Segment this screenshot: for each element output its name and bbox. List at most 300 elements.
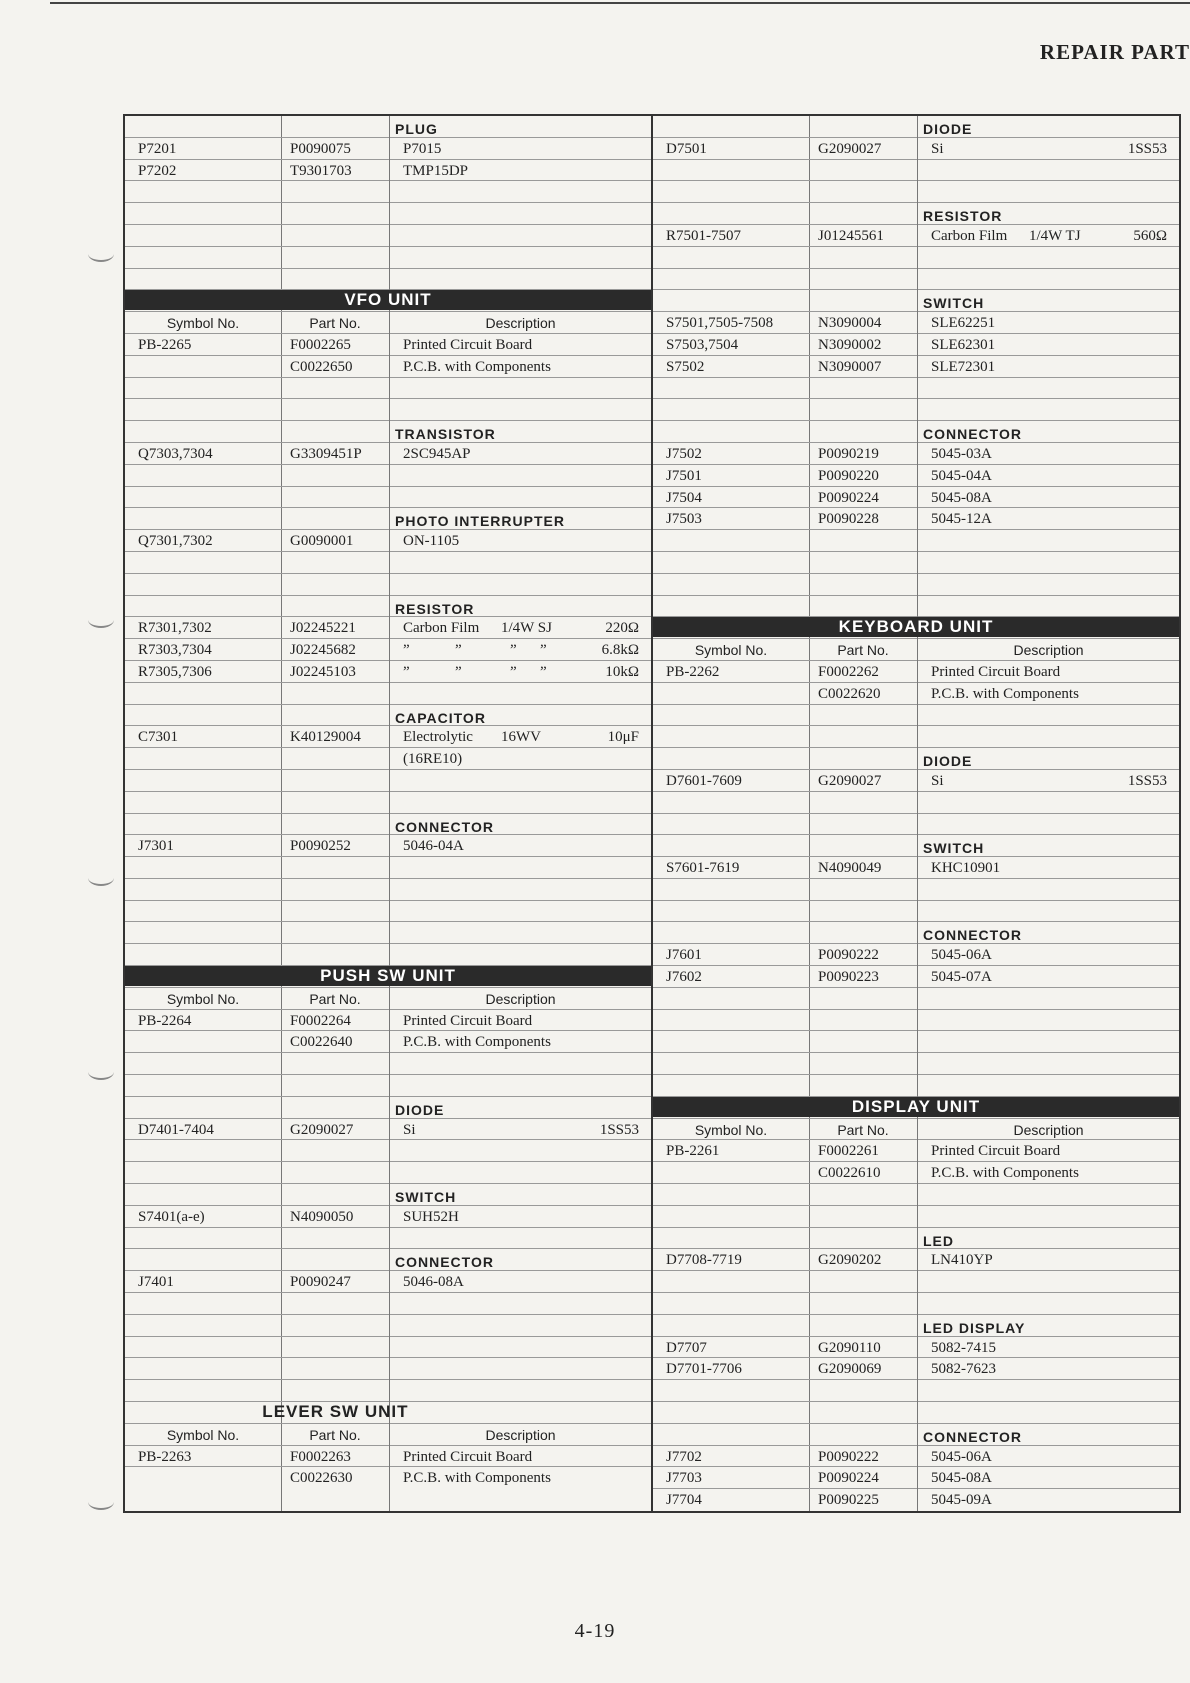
symbol-no: R7305,7306 [138, 663, 212, 680]
column-header-description: Description [485, 315, 556, 332]
table-row [125, 770, 651, 792]
category-heading: CONNECTOR [395, 818, 494, 835]
part-no: C0022620 [818, 685, 881, 702]
symbol-no: P7201 [138, 140, 177, 157]
part-no: C0022610 [818, 1165, 881, 1182]
description: Printed Circuit Board [403, 1012, 533, 1029]
part-no: T9301703 [290, 162, 352, 179]
table-row [125, 1097, 651, 1119]
table-row [653, 487, 1179, 509]
table-row [653, 1446, 1179, 1468]
part-no: G2090202 [818, 1252, 882, 1269]
description: 5046-08A [403, 1274, 464, 1291]
part-no: N3090007 [818, 358, 882, 375]
symbol-no: C7301 [138, 729, 179, 746]
category-heading: RESISTOR [923, 208, 1003, 225]
symbol-no: PB-2261 [666, 1143, 720, 1160]
table-row [125, 988, 651, 1010]
category-heading: CONNECTOR [923, 1428, 1022, 1445]
table-row [653, 1271, 1179, 1293]
column-header-part: Part No. [837, 642, 889, 659]
table-row [653, 1380, 1179, 1402]
category-heading: SWITCH [923, 840, 985, 857]
description-rating: 1/4W SJ [501, 620, 552, 637]
part-no: C0022630 [290, 1470, 353, 1487]
table-row [653, 683, 1179, 705]
table-row [125, 1402, 651, 1424]
table-row [125, 1075, 651, 1097]
table-row [653, 356, 1179, 378]
symbol-no: R7303,7304 [138, 642, 212, 659]
symbol-no: D7401-7404 [138, 1121, 214, 1138]
symbol-no: D7501 [666, 140, 707, 157]
symbol-no: J7501 [666, 467, 702, 484]
part-no: G2090069 [818, 1361, 882, 1378]
table-row [125, 1162, 651, 1184]
column-header-description: Description [1013, 642, 1084, 659]
description: TMP15DP [403, 162, 469, 179]
table-row [125, 1315, 651, 1337]
table-row [653, 1337, 1179, 1359]
table-row [125, 639, 651, 661]
table-row [653, 1031, 1179, 1053]
table-row [653, 574, 1179, 596]
description: ON-1105 [403, 533, 460, 550]
part-no: P0090228 [818, 511, 879, 528]
symbol-no: J7502 [666, 445, 702, 462]
part-no: P0090224 [818, 1470, 879, 1487]
category-heading: DIODE [923, 121, 973, 137]
top-rule [50, 2, 1190, 4]
table-row [125, 901, 651, 923]
part-no: G3309451P [290, 445, 362, 462]
part-no: C0022640 [290, 1034, 353, 1051]
category-heading: PLUG [395, 121, 438, 137]
symbol-no: PB-2262 [666, 663, 720, 680]
table-row [653, 1402, 1179, 1424]
description-ditto: ” [540, 663, 547, 680]
parts-column-left [125, 116, 653, 1511]
symbol-no: R7301,7302 [138, 620, 212, 637]
table-row [653, 1053, 1179, 1075]
description: P.C.B. with Components [931, 685, 1079, 702]
part-no: G2090110 [818, 1339, 881, 1356]
table-row [125, 1271, 651, 1293]
description: 5045-06A [931, 1448, 992, 1465]
table-row [653, 770, 1179, 792]
table-row [125, 1467, 651, 1489]
description: P.C.B. with Components [403, 1470, 551, 1487]
part-no: P0090225 [818, 1492, 879, 1509]
table-row [125, 1140, 651, 1162]
unit-title: VFO UNIT [344, 290, 432, 310]
table-row [125, 1293, 651, 1315]
page-number: 4-19 [574, 1620, 616, 1642]
part-no: C0022650 [290, 358, 353, 375]
table-row [125, 203, 651, 225]
table-row [125, 944, 651, 966]
description-rating: 1/4W TJ [1029, 227, 1081, 244]
table-row [125, 530, 651, 552]
table-row [125, 748, 651, 770]
description: Carbon Film [403, 620, 480, 637]
table-row [125, 879, 651, 901]
table-row [653, 1206, 1179, 1228]
symbol-no: J7702 [666, 1448, 702, 1465]
part-no: J02245682 [290, 642, 356, 659]
table-row [653, 879, 1179, 901]
part-no: P0090220 [818, 467, 879, 484]
table-row [125, 487, 651, 509]
description-ditto: ” [540, 642, 547, 659]
table-row [125, 1184, 651, 1206]
column-header-part: Part No. [837, 1121, 889, 1138]
table-row [125, 617, 651, 639]
table-row [125, 705, 651, 727]
part-no: F0002265 [290, 336, 351, 353]
part-no: G0090001 [290, 533, 354, 550]
unit-title: KEYBOARD UNIT [838, 617, 994, 637]
table-row [653, 290, 1179, 312]
description: Printed Circuit Board [931, 1143, 1061, 1160]
table-row [125, 1206, 651, 1228]
table-row [653, 596, 1179, 618]
part-no: P0090075 [290, 140, 351, 157]
part-no: F0002263 [290, 1448, 351, 1465]
table-row [653, 835, 1179, 857]
symbol-no: J7504 [666, 489, 702, 506]
binder-hole-mark [88, 612, 114, 628]
table-row [125, 596, 651, 618]
table-row [125, 160, 651, 182]
table-row [125, 334, 651, 356]
description: ” [403, 642, 410, 659]
table-row [653, 705, 1179, 727]
column-header-symbol: Symbol No. [166, 315, 240, 332]
column-header-description: Description [485, 1426, 556, 1443]
page-header: REPAIR PART [1039, 40, 1190, 64]
unit-title: PUSH SW UNIT [320, 966, 456, 986]
table-row [653, 814, 1179, 836]
table-row [653, 1097, 1179, 1119]
description-ditto: ” [455, 663, 462, 680]
table-row [653, 1315, 1179, 1337]
part-no: F0002262 [818, 663, 879, 680]
table-row [653, 378, 1179, 400]
table-row [653, 247, 1179, 269]
column-header-symbol: Symbol No. [694, 1121, 768, 1138]
table-row [653, 1424, 1179, 1446]
description: 5045-08A [931, 1470, 992, 1487]
part-no: F0002264 [290, 1012, 351, 1029]
description: 5045-09A [931, 1492, 992, 1509]
description: 5045-07A [931, 969, 992, 986]
unit-title-bar [125, 1402, 651, 1423]
description-ditto: ” [455, 642, 462, 659]
table-row [653, 988, 1179, 1010]
table-row [125, 138, 651, 160]
symbol-no: J7301 [138, 838, 174, 855]
part-no: G2090027 [818, 140, 882, 157]
symbol-no: D7701-7706 [666, 1361, 742, 1378]
symbol-no: D7601-7609 [666, 772, 742, 789]
category-heading: DIODE [923, 753, 973, 770]
table-row [653, 1228, 1179, 1250]
table-row [125, 1337, 651, 1359]
table-row [125, 1358, 651, 1380]
description: P.C.B. with Components [931, 1165, 1079, 1182]
table-row [653, 792, 1179, 814]
part-no: P0090223 [818, 969, 879, 986]
symbol-no: PB-2265 [138, 336, 192, 353]
category-heading: DIODE [395, 1101, 445, 1118]
table-row [653, 203, 1179, 225]
description: Si [403, 1121, 416, 1138]
table-row [125, 378, 651, 400]
symbol-no: PB-2264 [138, 1012, 192, 1029]
part-no: P0090222 [818, 947, 879, 964]
description: Electrolytic [403, 729, 473, 746]
description-value: 1SS53 [1127, 140, 1167, 157]
part-no: N3090004 [818, 315, 882, 332]
table-row [653, 225, 1179, 247]
description: SLE62301 [931, 336, 996, 353]
description-value: 220Ω [605, 620, 639, 637]
symbol-no: P7202 [138, 162, 177, 179]
description: Carbon Film [931, 227, 1008, 244]
table-row [125, 1228, 651, 1250]
part-no: F0002261 [818, 1143, 879, 1160]
table-row [653, 421, 1179, 443]
category-heading: CAPACITOR [395, 709, 486, 726]
description-value: 10μF [607, 729, 639, 746]
table-row [653, 1467, 1179, 1489]
category-heading: CONNECTOR [923, 426, 1022, 443]
table-row [125, 508, 651, 530]
description: Si [931, 772, 944, 789]
unit-title: LEVER SW UNIT [262, 1402, 409, 1422]
symbol-no: D7707 [666, 1339, 707, 1356]
table-row [125, 225, 651, 247]
unit-title-bar [125, 290, 651, 310]
binder-hole-mark [88, 246, 114, 262]
description: P7015 [403, 140, 442, 157]
part-no: P0090252 [290, 838, 351, 855]
category-heading: CONNECTOR [395, 1254, 494, 1271]
table-row [125, 181, 651, 203]
table-row [653, 966, 1179, 988]
table-row [125, 792, 651, 814]
symbol-no: J7503 [666, 511, 702, 528]
description-rating: ” [510, 663, 517, 680]
category-heading: CONNECTOR [923, 927, 1022, 944]
column-header-description: Description [1013, 1121, 1084, 1138]
table-row [125, 814, 651, 836]
table-row [125, 312, 651, 334]
table-row [653, 1162, 1179, 1184]
part-no: N4090050 [290, 1208, 354, 1225]
table-row [125, 1249, 651, 1271]
table-row [653, 661, 1179, 683]
symbol-no: PB-2263 [138, 1448, 192, 1465]
description-value: 10kΩ [605, 663, 639, 680]
part-no: P0090247 [290, 1274, 351, 1291]
category-heading: SWITCH [395, 1189, 457, 1206]
table-row [653, 857, 1179, 879]
table-row [125, 1380, 651, 1402]
column-header-symbol: Symbol No. [166, 1426, 240, 1443]
table-row [653, 334, 1179, 356]
table-row [125, 574, 651, 596]
table-row [653, 901, 1179, 923]
table-row [653, 726, 1179, 748]
table-row [125, 421, 651, 443]
table-row [125, 247, 651, 269]
symbol-no: Q7301,7302 [138, 533, 213, 550]
part-no: K40129004 [290, 729, 361, 746]
category-heading: RESISTOR [395, 600, 475, 617]
binder-hole-mark [88, 870, 114, 886]
unit-title-bar [653, 617, 1179, 637]
table-row [653, 1293, 1179, 1315]
table-row [653, 639, 1179, 661]
symbol-no: J7703 [666, 1470, 702, 1487]
table-row [125, 835, 651, 857]
parts-table [123, 114, 1181, 1513]
part-no: J01245561 [818, 227, 884, 244]
description: SLE72301 [931, 358, 996, 375]
table-row [653, 160, 1179, 182]
symbol-no: S7503,7504 [666, 336, 739, 353]
part-no: P0090224 [818, 489, 879, 506]
symbol-no: Q7303,7304 [138, 445, 213, 462]
table-row [125, 1446, 651, 1468]
part-no: J02245103 [290, 663, 356, 680]
description-value: 6.8kΩ [601, 642, 639, 659]
table-row [125, 443, 651, 465]
unit-title-bar [653, 1097, 1179, 1117]
description: 5082-7623 [931, 1361, 996, 1378]
column-header-part: Part No. [309, 315, 361, 332]
part-no: J02245221 [290, 620, 356, 637]
table-row [653, 138, 1179, 160]
table-row [653, 944, 1179, 966]
symbol-no: S7501,7505-7508 [666, 315, 774, 332]
column-header-part: Part No. [309, 990, 361, 1007]
description: 5045-04A [931, 467, 992, 484]
table-row [125, 922, 651, 944]
table-row [125, 726, 651, 748]
symbol-no: J7601 [666, 947, 702, 964]
unit-title: DISPLAY UNIT [851, 1096, 981, 1116]
table-row [653, 465, 1179, 487]
part-no: P0090219 [818, 445, 879, 462]
column-header-symbol: Symbol No. [166, 990, 240, 1007]
column-header-symbol: Symbol No. [694, 642, 768, 659]
description: SUH52H [403, 1208, 459, 1225]
description: Si [931, 140, 944, 157]
table-row [653, 1489, 1179, 1511]
table-row [653, 1184, 1179, 1206]
description: 5045-12A [931, 511, 992, 528]
part-no: G2090027 [290, 1121, 354, 1138]
table-row [653, 269, 1179, 291]
table-row [125, 661, 651, 683]
symbol-no: J7602 [666, 969, 702, 986]
table-row [653, 1249, 1179, 1271]
category-heading: SWITCH [923, 295, 985, 312]
part-no: G2090027 [818, 772, 882, 789]
table-row [653, 1010, 1179, 1032]
table-row [653, 617, 1179, 639]
table-row [125, 269, 651, 291]
part-no: N3090002 [818, 336, 882, 353]
description: 5045-08A [931, 489, 992, 506]
part-no: P0090222 [818, 1448, 879, 1465]
table-row [125, 399, 651, 421]
table-row [653, 1075, 1179, 1097]
binder-hole-mark [88, 1494, 114, 1510]
table-row [125, 116, 651, 138]
description: P.C.B. with Components [403, 1034, 551, 1051]
table-row [653, 1358, 1179, 1380]
part-no: N4090049 [818, 860, 882, 877]
description: LN410YP [931, 1252, 993, 1269]
unit-title-bar [125, 966, 651, 986]
description: Printed Circuit Board [403, 1448, 533, 1465]
binder-hole-mark [88, 1064, 114, 1080]
table-row [653, 181, 1179, 203]
column-header-part: Part No. [309, 1426, 361, 1443]
symbol-no: J7401 [138, 1274, 174, 1291]
description-value: 1SS53 [1127, 772, 1167, 789]
table-row [653, 530, 1179, 552]
table-row [653, 922, 1179, 944]
description: Printed Circuit Board [403, 336, 533, 353]
table-row [125, 1119, 651, 1141]
category-heading: LED DISPLAY [923, 1319, 1026, 1336]
description: 5045-03A [931, 445, 992, 462]
symbol-no: R7501-7507 [666, 227, 741, 244]
table-row [125, 1010, 651, 1032]
symbol-no: J7704 [666, 1492, 702, 1509]
description: 2SC945AP [403, 445, 471, 462]
table-row [653, 552, 1179, 574]
table-row [125, 683, 651, 705]
table-row [653, 443, 1179, 465]
description: ” [403, 663, 410, 680]
table-row [125, 290, 651, 312]
description: 5082-7415 [931, 1339, 996, 1356]
table-row [653, 312, 1179, 334]
table-row [653, 1140, 1179, 1162]
table-row [125, 1031, 651, 1053]
description: KHC10901 [931, 860, 1001, 877]
symbol-no: S7502 [666, 358, 705, 375]
table-row [653, 508, 1179, 530]
table-row [125, 1053, 651, 1075]
symbol-no: D7708-7719 [666, 1252, 742, 1269]
description-rating: 16WV [501, 729, 541, 746]
category-heading: PHOTO INTERRUPTER [395, 513, 565, 530]
description-rating: ” [510, 642, 517, 659]
table-row [653, 116, 1179, 138]
table-row [125, 356, 651, 378]
table-row [653, 748, 1179, 770]
table-row [653, 1119, 1179, 1141]
column-header-description: Description [485, 990, 556, 1007]
category-heading: TRANSISTOR [395, 426, 496, 443]
